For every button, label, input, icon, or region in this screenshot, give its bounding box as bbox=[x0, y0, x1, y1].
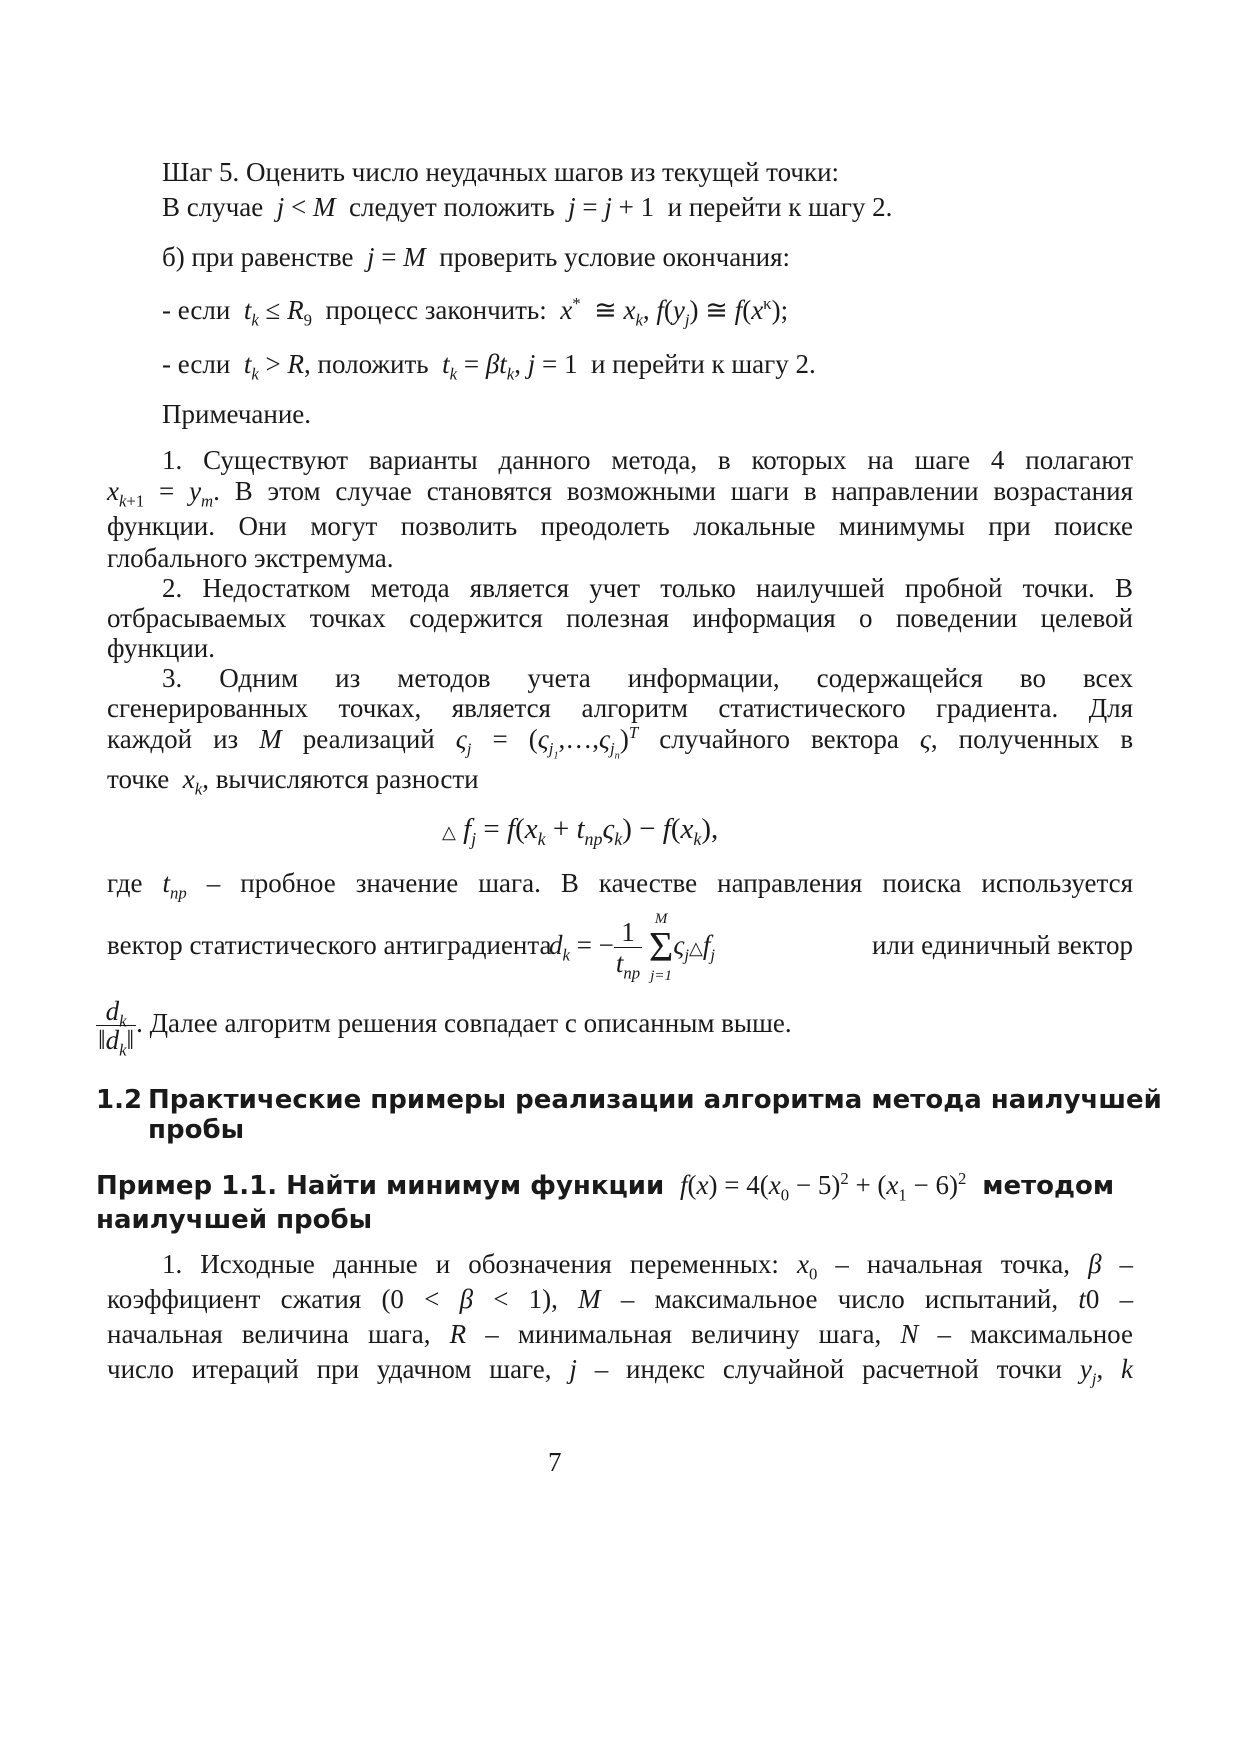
antigradient-line: вектор статистического антиградиента $d_k$ = − $\frac{1}{t_{пр}}$ M Σ j=1 $\varsigma_j\triangle f_j$ или единичный вектор bbox=[107, 906, 1133, 984]
condition-b-line: б) при равенстве j = M проверить условие окончания: bbox=[162, 242, 791, 272]
note-heading: Примечание. bbox=[162, 399, 312, 429]
note1-line3: функции. Они могут позволить преодолеть локальные минимумы при поиске bbox=[107, 511, 1133, 541]
note1-line4: глобального экстремума. bbox=[107, 543, 394, 573]
unit-vector-line: $\frac{d_k}{‖d_k‖}$ . Далее алгоритм решения совпадает с описанным выше. bbox=[98, 996, 792, 1060]
antigradient-formula: $d_k$ = − $\frac{1}{t_{пр}}$ M Σ j=1 $\varsigma_j\triangle f_j$ bbox=[549, 910, 715, 984]
step5-line: Шаг 5. Оценить число неудачных шагов из текущей точки: bbox=[162, 157, 840, 187]
note1-line2: $x_{k+1} = y_m$. В этом случае становятся возможными шаги в направлении возрастания bbox=[107, 476, 1133, 511]
example-heading-line1: Пример 1.1. Найти минимум функции $f(x) = 4(x_0 - 5)^2 + (x_1 - 6)^2$ методом bbox=[96, 1169, 1115, 1205]
where-line: где $t_{пр}$ – пробное значение шага. В качестве направления поиска используется bbox=[107, 868, 1133, 903]
desc-line2: коэффициент сжатия (0 < β < 1), M – максимальное число испытаний, t0 – bbox=[107, 1284, 1134, 1314]
note1-line1: 1. Существуют варианты данного метода, в которых на шаге 4 полагают bbox=[162, 445, 1133, 475]
continue-condition-line: - если $t_k > R$, положить $t_k = \beta t_k$, j = 1 и перейти к шагу 2. bbox=[162, 349, 816, 384]
note3-line1: 3. Одним из методов учета информации, содержащейся во всех bbox=[162, 663, 1133, 693]
section-title-line2: пробы bbox=[148, 1115, 245, 1145]
section-number: 1.2 bbox=[96, 1085, 143, 1115]
example-heading-line2: наилучшей пробы bbox=[96, 1205, 373, 1235]
note3-line4: точке $x_k$, вычисляются разности bbox=[107, 764, 479, 799]
note2-line2: отбрасываемых точках содержится полезная информация о поведении целевой bbox=[107, 603, 1133, 633]
note3-line2: сгенерированных точках, является алгоритм статистического градиента. Для bbox=[107, 693, 1133, 723]
note3-line3: каждой из M реализаций $\varsigma_j$ = $(\varsigma_{j_1},\dots,\varsigma_{j_n})^T$ случайного вектора ς, полученных в bbox=[107, 723, 1134, 762]
stop-condition-line: - если $t_k \le R_9$ процесс закончить: x* ≅ $x_k$, $f(y_j)$ ≅ $f(x^\kappa)$; bbox=[162, 294, 789, 330]
page-number: 7 bbox=[548, 1447, 562, 1477]
desc-line3: начальная величина шага, R – минимальная величину шага, N – максимальное bbox=[107, 1319, 1133, 1349]
difference-formula: △ $f_j = f(x_k + t_{пр}\varsigma_k) - f(x_k)$, bbox=[442, 813, 719, 849]
note2-line3: функции. bbox=[107, 633, 215, 663]
desc-line1: 1. Исходные данные и обозначения переменных: $x_0$ – начальная точка, β – bbox=[162, 1249, 1134, 1284]
section-title-line1: Практические примеры реализации алгоритма метода наилучшей bbox=[148, 1085, 1162, 1115]
note2-line1: 2. Недостатком метода является учет только наилучшей пробной точки. В bbox=[162, 573, 1133, 603]
case-line: В случае j < M следует положить j = j + 1 и перейти к шагу 2. bbox=[162, 192, 893, 222]
desc-line4: число итераций при удачном шаге, j – индекс случайной расчетной точки $y_j$, k bbox=[107, 1354, 1134, 1389]
